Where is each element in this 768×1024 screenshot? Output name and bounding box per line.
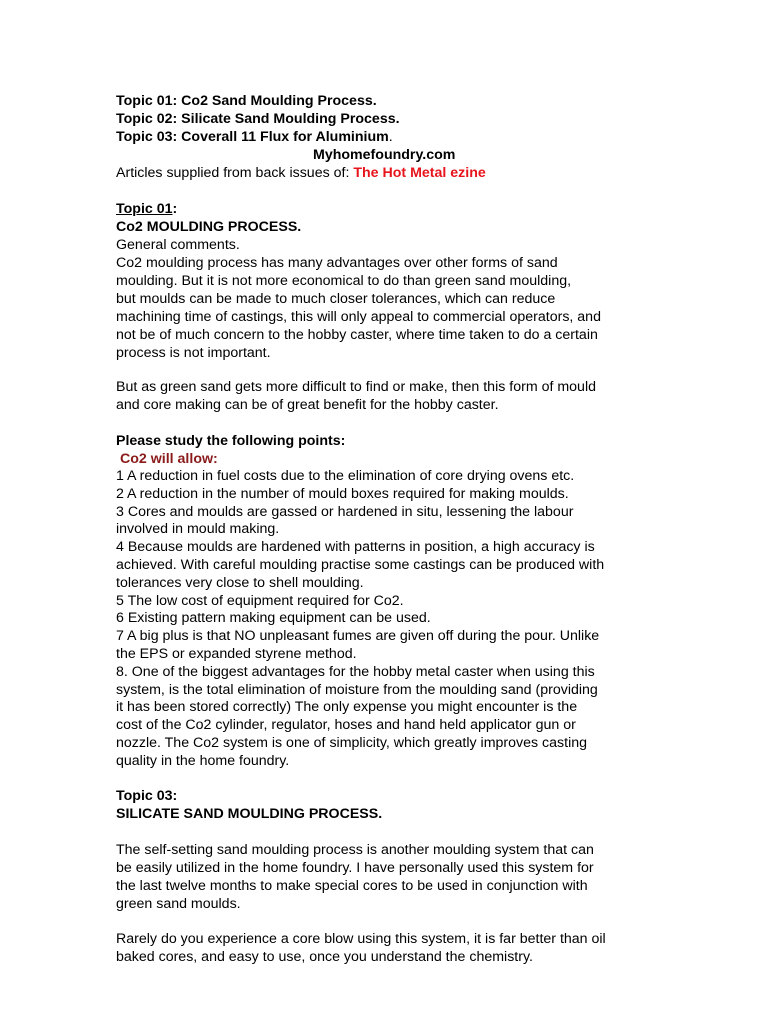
list-item-line: 5 The low cost of equipment required for Co2.: [116, 592, 404, 609]
topic-03-heading-line: [116, 128, 393, 146]
list-item-line: cost of the Co2 cylinder, regulator, hoses and hand held applicator gun or: [116, 717, 576, 734]
paragraph-line: Co2 moulding process has many advantages over other forms of sand: [116, 255, 558, 271]
list-item-line: 6 Existing pattern making equipment can be used.: [116, 610, 431, 627]
list-item-line: 7 A big plus is that NO unpleasant fumes are given off during the pour. Unlike: [116, 628, 600, 645]
paragraph-line: green sand moulds.: [116, 896, 241, 912]
articles-source-line: [116, 164, 486, 182]
section1-label-line: [116, 200, 177, 218]
paragraph-line: be easily utilized in the home foundry. I have personally used this system for: [116, 860, 594, 876]
topic-01-heading: Topic 01: Co2 Sand Moulding Process.: [116, 93, 377, 109]
list-item-line: system, is the total elimination of moisture from the moulding sand (providing: [116, 681, 598, 698]
topic-03-period: .: [388, 129, 393, 145]
section1-label: Topic 01: [116, 201, 173, 217]
section1-label-colon: :: [172, 201, 178, 217]
list-item-line: nozzle. The Co2 system is one of simplicity, which greatly improves casting: [116, 735, 587, 751]
list-item-line: 3 Cores and moulds are gassed or hardened in situ, lessening the labour: [116, 503, 574, 520]
section3-title: SILICATE SAND MOULDING PROCESS.: [116, 806, 383, 822]
paragraph-line: the last twelve months to make special cores to be used in conjunction with: [116, 878, 588, 894]
ezine-name: The Hot Metal ezine: [353, 165, 486, 181]
list-item-line: involved in mould making.: [116, 521, 280, 538]
list-item-line: achieved. With careful moulding practise some castings can be produced with: [116, 557, 605, 573]
study-heading: Please study the following points:: [116, 433, 346, 449]
paragraph-line: process is not important.: [116, 345, 271, 361]
co2-allow-heading: Co2 will allow:: [120, 451, 218, 467]
topic-02-heading: Topic 02: Silicate Sand Moulding Process.: [116, 111, 400, 127]
list-item-line: tolerances very close to shell moulding.: [116, 574, 364, 591]
paragraph-line: not be of much concern to the hobby caster, where time taken to do a certain: [116, 327, 598, 343]
paragraph-line: machining time of castings, this will only appeal to commercial operators, and: [116, 309, 601, 325]
paragraph-line: baked cores, and easy to use, once you understand the chemistry.: [116, 949, 533, 965]
list-item-line: 1 A reduction in fuel costs due to the elimination of core drying ovens etc.: [116, 468, 575, 484]
list-item-line: the EPS or expanded styrene method.: [116, 646, 357, 662]
list-item-line: 8. One of the biggest advantages for the hobby metal caster when using this: [116, 663, 595, 680]
section3-label: Topic 03:: [116, 788, 178, 804]
list-item-line: 4 Because moulds are hardened with patterns in position, a high accuracy is: [116, 539, 595, 556]
paragraph-line: But as green sand gets more difficult to find or make, then this form of mould: [116, 379, 596, 395]
paragraph-line: General comments.: [116, 237, 240, 253]
paragraph-line: Rarely do you experience a core blow using this system, it is far better than oil: [116, 931, 606, 947]
section1-title: Co2 MOULDING PROCESS.: [116, 219, 302, 235]
paragraph-line: The self-setting sand moulding process is another moulding system that can: [116, 842, 594, 858]
topic-03-heading: Topic 03: Coverall 11 Flux for Aluminium: [116, 129, 389, 145]
list-item-line: 2 A reduction in the number of mould boxes required for making moulds.: [116, 485, 569, 502]
list-item-line: it has been stored correctly) The only expense you might encounter is the: [116, 699, 578, 716]
paragraph-line: and core making can be of great benefit for the hobby caster.: [116, 397, 499, 413]
paragraph-line: but moulds can be made to much closer tolerances, which can reduce: [116, 291, 556, 307]
articles-prefix: Articles supplied from back issues of:: [116, 165, 354, 181]
paragraph-line: moulding. But it is not more economical to do than green sand moulding,: [116, 273, 572, 289]
site-name: Myhomefoundry.com: [313, 147, 456, 163]
list-item-line: quality in the home foundry.: [116, 752, 290, 769]
